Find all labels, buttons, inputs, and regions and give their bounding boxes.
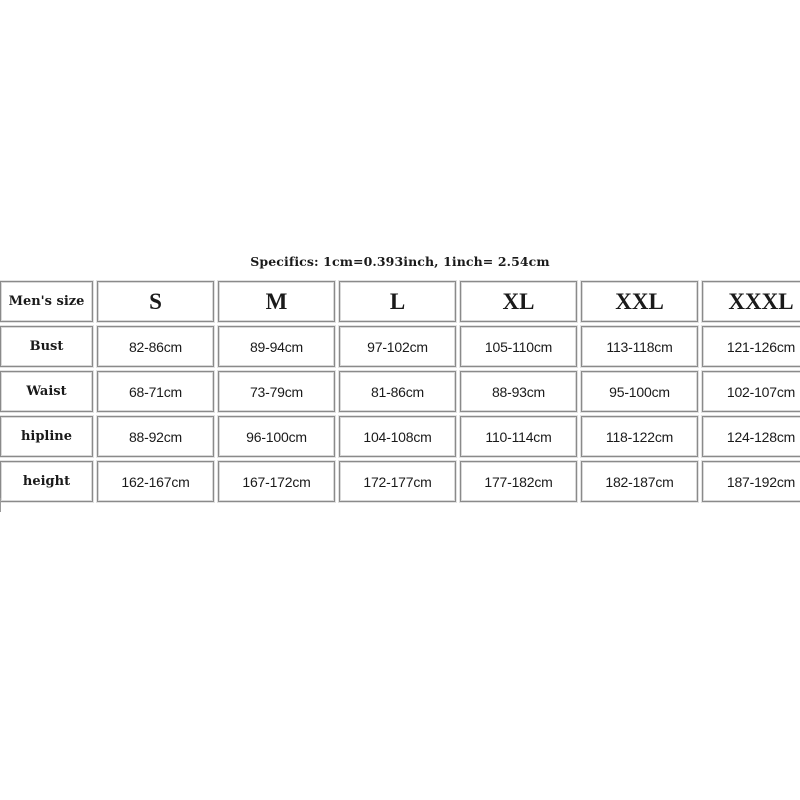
size-header-xxl: XXL (581, 281, 698, 322)
table-cell: 172-177cm (339, 461, 456, 502)
row-label-waist: Waist (0, 371, 93, 412)
size-table (0, 281, 800, 502)
table-cell: 177-182cm (460, 461, 577, 502)
table-cell: 182-187cm (581, 461, 698, 502)
row-label-height: height (0, 461, 93, 502)
size-header-s: S (97, 281, 214, 322)
row-label-bust: Bust (0, 326, 93, 367)
table-cell: 167-172cm (218, 461, 335, 502)
table-cell: 118-122cm (581, 416, 698, 457)
size-header-xl: XL (460, 281, 577, 322)
table-cell: 104-108cm (339, 416, 456, 457)
row-label-hipline: hipline (0, 416, 93, 457)
table-cell: 121-126cm (702, 326, 800, 367)
table-cell: 110-114cm (460, 416, 577, 457)
table-cell: 187-192cm (702, 461, 800, 502)
size-header-xxxl: XXXL (702, 281, 800, 322)
table-cell: 95-100cm (581, 371, 698, 412)
edge-tick-mark (0, 498, 1, 512)
table-cell: 97-102cm (339, 326, 456, 367)
corner-header: Men's size (0, 281, 93, 322)
table-cell: 102-107cm (702, 371, 800, 412)
table-cell: 88-92cm (97, 416, 214, 457)
table-cell: 113-118cm (581, 326, 698, 367)
table-cell: 162-167cm (97, 461, 214, 502)
table-cell: 73-79cm (218, 371, 335, 412)
size-header-l: L (339, 281, 456, 322)
table-cell: 68-71cm (97, 371, 214, 412)
table-cell: 124-128cm (702, 416, 800, 457)
table-cell: 82-86cm (97, 326, 214, 367)
size-header-m: M (218, 281, 335, 322)
conversion-caption: Specifics: 1cm=0.393inch, 1inch= 2.54cm (250, 254, 550, 269)
table-cell: 88-93cm (460, 371, 577, 412)
table-cell: 89-94cm (218, 326, 335, 367)
table-cell: 81-86cm (339, 371, 456, 412)
table-cell: 96-100cm (218, 416, 335, 457)
table-cell: 105-110cm (460, 326, 577, 367)
